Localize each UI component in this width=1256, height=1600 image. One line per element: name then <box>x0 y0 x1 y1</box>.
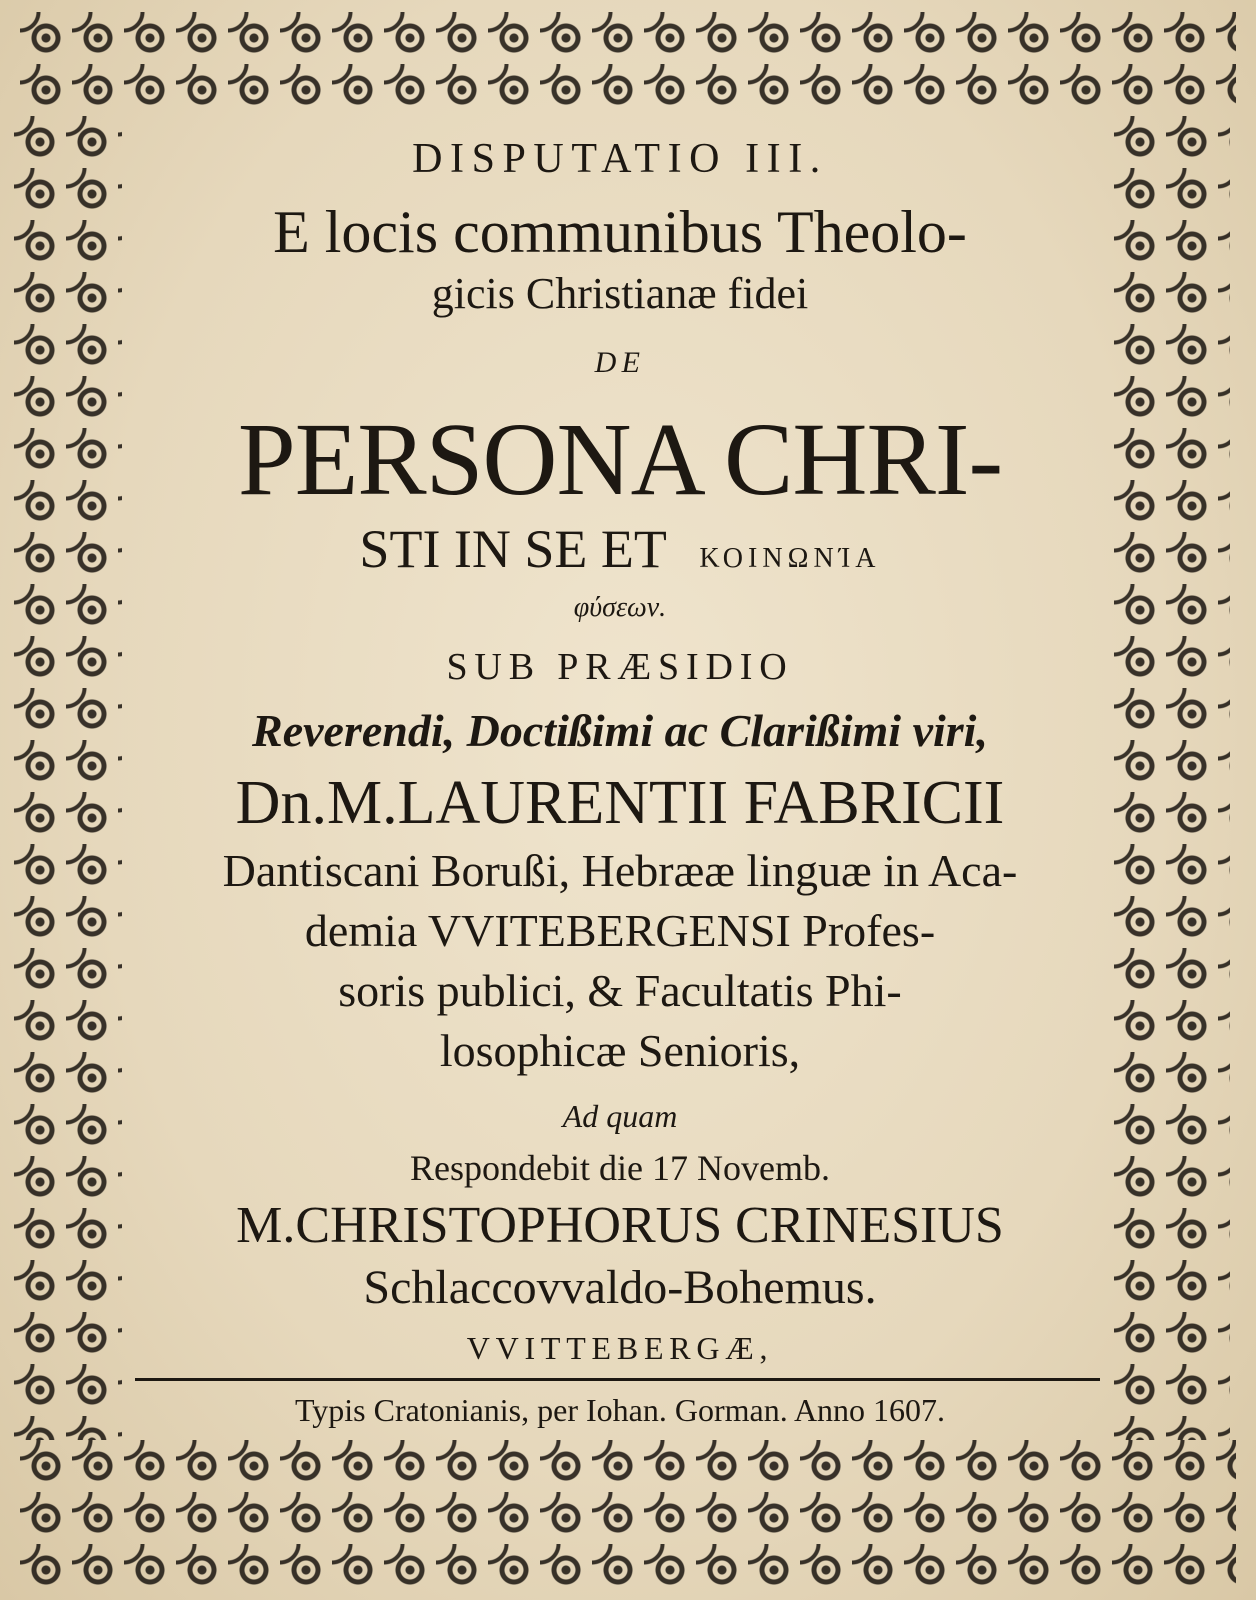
praeses-desc-2: demia VVITEBERGENSI Profes- <box>304 905 936 956</box>
place-of-printing: VVITTEBERGÆ, <box>466 1330 774 1366</box>
respondebit-date: Respondebit die 17 Novemb. <box>410 1148 830 1188</box>
ornamental-border-top <box>20 12 1236 116</box>
subtitle-line-1: E locis communibus Theolo- <box>273 199 967 265</box>
ornamental-border-left <box>14 116 122 1440</box>
main-title-line-1: PERSONA CHRI- <box>237 402 1003 517</box>
ornamental-border-bottom <box>20 1440 1236 1588</box>
main-title-line-2: STI IN SE ET <box>359 519 666 579</box>
disputation-heading: DISPUTATIO III. <box>412 136 828 182</box>
honorific-line: Reverendi, Doctißimi ac Clarißimi viri, <box>252 705 988 756</box>
praeses-name: Dn.M.LAURENTII FABRICII <box>235 769 1005 837</box>
praeses-desc-3: soris publici, & Facultatis Phi- <box>338 965 902 1016</box>
imprint-line: Typis Cratonianis, per Iohan. Gorman. Anno 1607. <box>294 1392 946 1428</box>
greek-koinonia: ΚΟΙΝΩΝΊΑ <box>699 543 881 574</box>
subtitle-line-2: gicis Christianæ fidei <box>431 269 809 318</box>
greek-physeon: φύσεων. <box>573 592 667 623</box>
praeses-desc-4: losophicæ Senioris, <box>439 1025 801 1076</box>
respondens-name: M.CHRISTOPHORUS CRINESIUS <box>236 1197 1004 1254</box>
ornamental-border-right <box>1114 116 1230 1440</box>
de-label: DE <box>594 346 646 379</box>
imprint-divider <box>135 1378 1100 1381</box>
sub-praesidio: SUB PRÆSIDIO <box>446 646 794 688</box>
praeses-desc-1: Dantiscani Borußi, Hebrææ linguæ in Aca- <box>222 845 1018 896</box>
ad-quam: Ad quam <box>562 1098 678 1134</box>
respondens-origin: Schlaccovvaldo-Bohemus. <box>363 1261 877 1314</box>
